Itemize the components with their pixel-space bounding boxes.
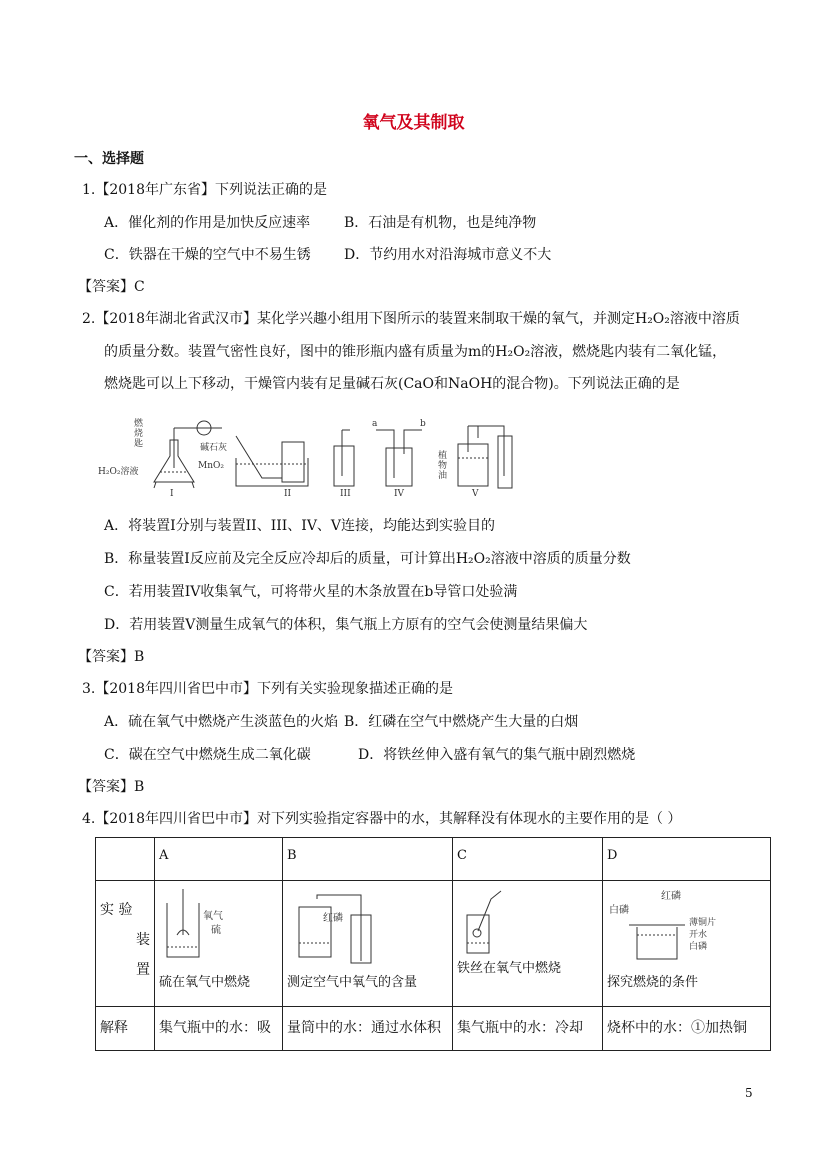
- q4-figure-b: [287, 881, 437, 969]
- q3-option-d: D．将铁丝伸入盛有氧气的集气瓶中剧烈燃烧: [358, 747, 636, 763]
- q2-option-c: C．若用装置IV收集氧气，可将带火星的木条放置在b导管口处验满: [104, 584, 518, 600]
- q3-option-c: C．碳在空气中燃烧生成二氧化碳: [104, 747, 311, 763]
- q4-header-row: [96, 838, 771, 881]
- label-zhiwu-3: 油: [438, 471, 448, 481]
- q4-figure-a-label-1: 氧气: [203, 911, 223, 922]
- apparatus-iii: [334, 430, 354, 486]
- label-b: b: [420, 419, 426, 429]
- q2-option-a: A．将装置I分别与装置II、III、IV、V连接，均能达到实验目的: [104, 518, 496, 534]
- q2-apparatus-figure: [98, 416, 532, 499]
- q4-header-a: A: [155, 838, 283, 881]
- label-h2o2: H₂O₂溶液: [98, 467, 139, 477]
- label-apparatus-iv: IV: [394, 489, 405, 499]
- q1-option-d: D．节约用水对沿海城市意义不大: [344, 247, 552, 263]
- q4-figure-b-label-1: 红磷: [323, 913, 343, 924]
- q1-stem: 1.【2018年广东省】下列说法正确的是: [82, 182, 327, 198]
- q4-row-label-3: 置: [136, 962, 150, 978]
- q3-option-a: A．硫在氧气中燃烧产生淡蓝色的火焰: [104, 714, 339, 730]
- q2-option-b: B．称量装置I反应前及完全反应冷却后的质量，可计算出H₂O₂溶液中溶质的质量分数: [104, 551, 631, 567]
- q4-figure-c: [457, 881, 587, 955]
- q4-row-label-1: 实 验: [100, 902, 133, 918]
- q4-caption-d: 探究燃烧的条件: [607, 975, 699, 990]
- label-ranshao-2: 烧: [134, 429, 144, 439]
- q4-figure-d-label-5: 白磷: [689, 942, 708, 952]
- q2-option-d: D．若用装置V测量生成氧气的体积，集气瓶上方原有的空气会使测量结果偏大: [104, 617, 588, 633]
- label-zhiwu-2: 物: [438, 461, 448, 471]
- q4-corner-cell: [96, 838, 155, 881]
- q4-figure-d: [607, 881, 757, 969]
- q4-figure-d-label-4: 开水: [689, 930, 708, 940]
- q4-figure-a-label-2: 硫: [211, 925, 221, 936]
- apparatus-ii: [236, 436, 308, 486]
- q4-header-d: D: [603, 838, 771, 881]
- page-title: 氧气及其制取: [362, 113, 465, 133]
- apparatus-iv: [376, 430, 422, 486]
- label-a: a: [372, 419, 378, 429]
- label-apparatus-ii: II: [284, 489, 292, 499]
- label-zhiwu-1: 植: [438, 451, 448, 461]
- q4-cell-a: [155, 881, 283, 1007]
- label-ranshao-1: 燃: [134, 419, 144, 429]
- q3-answer: 【答案】B: [78, 779, 145, 795]
- q4-caption-c: 铁丝在氧气中燃烧: [457, 961, 562, 976]
- section-heading: 一、选择题: [74, 151, 144, 167]
- label-apparatus-iii: III: [340, 489, 351, 499]
- q4-figure-d-label-3: 薄铜片: [689, 918, 717, 928]
- q1-answer: 【答案】C: [78, 279, 145, 295]
- q3-option-b: B．红磷在空气中燃烧产生大量的白烟: [344, 714, 579, 730]
- q2-stem-line1: 2.【2018年湖北省武汉市】某化学兴趣小组用下图所示的装置来制取干燥的氧气，并测定H₂O₂溶液中溶质: [82, 311, 740, 327]
- q4-stem: 4.【2018年四川省巴中市】对下列实验指定容器中的水，其解释没有体现水的主要作用的是（ ）: [82, 811, 682, 827]
- label-mno2: MnO₂: [198, 461, 224, 471]
- q4-table: [95, 837, 771, 1051]
- q1-option-a: A．催化剂的作用是加快反应速率: [104, 215, 311, 231]
- q1-option-b: B．石油是有机物，也是纯净物: [344, 215, 537, 231]
- q4-cell-c: [453, 881, 603, 1007]
- q4-figure-row: [96, 881, 771, 1007]
- q4-explain-b: 量筒中的水：通过水体积: [283, 1007, 453, 1051]
- q4-figure-a: [159, 881, 269, 969]
- apparatus-i: [154, 421, 222, 488]
- q2-answer: 【答案】B: [78, 649, 145, 665]
- q4-figure-d-label-1: 白磷: [609, 905, 629, 916]
- q4-caption-a: 硫在氧气中燃烧: [159, 975, 251, 990]
- q4-caption-b: 测定空气中氧气的含量: [287, 975, 418, 990]
- q4-explain-a: 集气瓶中的水：吸: [155, 1007, 283, 1051]
- label-jianshihui: 碱石灰: [200, 443, 228, 453]
- q4-explain-d: 烧杯中的水：①加热铜: [603, 1007, 771, 1051]
- q4-cell-d: [603, 881, 771, 1007]
- page-number: 5: [745, 1086, 753, 1100]
- q3-stem: 3.【2018年四川省巴中市】下列有关实验现象描述正确的是: [82, 681, 453, 697]
- label-apparatus-v: V: [472, 489, 479, 499]
- q4-figure-d-label-2: 红磷: [661, 891, 681, 902]
- q4-row-label-2: 装: [136, 932, 150, 948]
- q2-stem-line3: 燃烧匙可以上下移动，干燥管内装有足量碱石灰(CaO和NaOH的混合物)。下列说法正确的是: [104, 376, 680, 392]
- q4-cell-b: [283, 881, 453, 1007]
- q2-stem-line2: 的质量分数。装置气密性良好，图中的锥形瓶内盛有质量为m的H₂O₂溶液，燃烧匙内装有二氧化锰，: [104, 344, 727, 360]
- apparatus-v: [458, 426, 512, 488]
- q4-header-c: C: [453, 838, 603, 881]
- q4-explain-c: 集气瓶中的水：冷却: [453, 1007, 603, 1051]
- q4-row-label-cell: [96, 881, 155, 1007]
- q1-option-c: C．铁器在干燥的空气中不易生锈: [104, 247, 311, 263]
- q4-header-b: B: [283, 838, 453, 881]
- label-ranshao-3: 匙: [134, 439, 144, 449]
- q4-explain-row: [96, 1007, 771, 1051]
- label-apparatus-i: I: [170, 489, 174, 499]
- q4-explain-label: 解释: [96, 1007, 155, 1051]
